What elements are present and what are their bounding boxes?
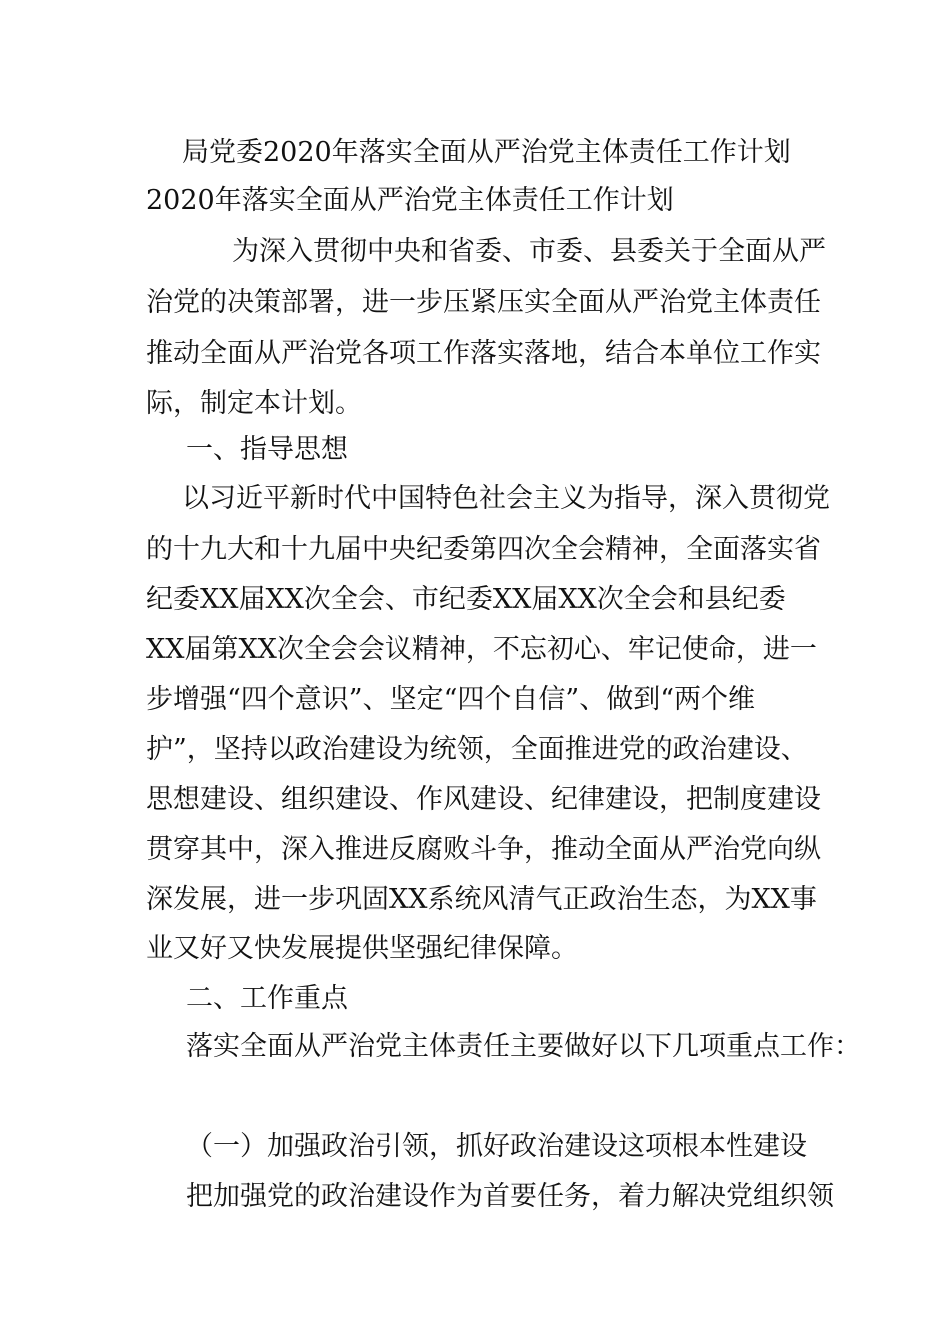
section1-line: 贯穿其中，深入推进反腐败斗争，推动全面从严治党向纵 [146, 834, 821, 865]
section2-intro-line: 落实全面从严治党主体责任主要做好以下几项重点工作： [186, 1031, 861, 1062]
section1-line: 思想建设、组织建设、作风建设、纪律建设，把制度建设 [146, 784, 821, 815]
subsection-heading-political-guidance: （一）加强政治引领，抓好政治建设这项根本性建设 [186, 1131, 807, 1162]
subsection1-line: 把加强党的政治建设作为首要任务，着力解决党组织领 [186, 1181, 834, 1212]
section-heading-work-focus: 二、工作重点 [186, 983, 348, 1014]
section1-line: 业又好又快发展提供坚强纪律保障。 [146, 933, 578, 964]
section1-line: XX届第XX次全会会议精神，不忘初心、牢记使命，进一 [146, 634, 817, 665]
section1-line: 的十九大和十九届中央纪委第四次全会精神，全面落实省 [146, 534, 821, 565]
document-title: 局党委2020年落实全面从严治党主体责任工作计划 [182, 137, 791, 168]
section1-line: 深发展，进一步巩固XX系统风清气正政治生态，为XX事 [146, 884, 817, 915]
intro-line: 推动全面从严治党各项工作落实落地，结合本单位工作实 [146, 338, 821, 369]
section1-line: 护”，坚持以政治建设为统领，全面推进党的政治建设、 [146, 734, 808, 765]
section-heading-guiding-ideology: 一、指导思想 [186, 434, 348, 465]
intro-line: 为深入贯彻中央和省委、市委、县委关于全面从严 [232, 236, 826, 267]
section1-line: 以习近平新时代中国特色社会主义为指导，深入贯彻党 [182, 483, 830, 514]
intro-line: 际，制定本计划。 [146, 388, 362, 419]
section1-line: 纪委XX届XX次全会、市纪委XX届XX次全会和县纪委 [146, 584, 786, 615]
document-subtitle: 2020年落实全面从严治党主体责任工作计划 [146, 185, 674, 216]
section1-line: 步增强“四个意识”、坚定“四个自信”、做到“两个维 [146, 684, 756, 715]
intro-line: 治党的决策部署，进一步压紧压实全面从严治党主体责任 [146, 287, 821, 318]
